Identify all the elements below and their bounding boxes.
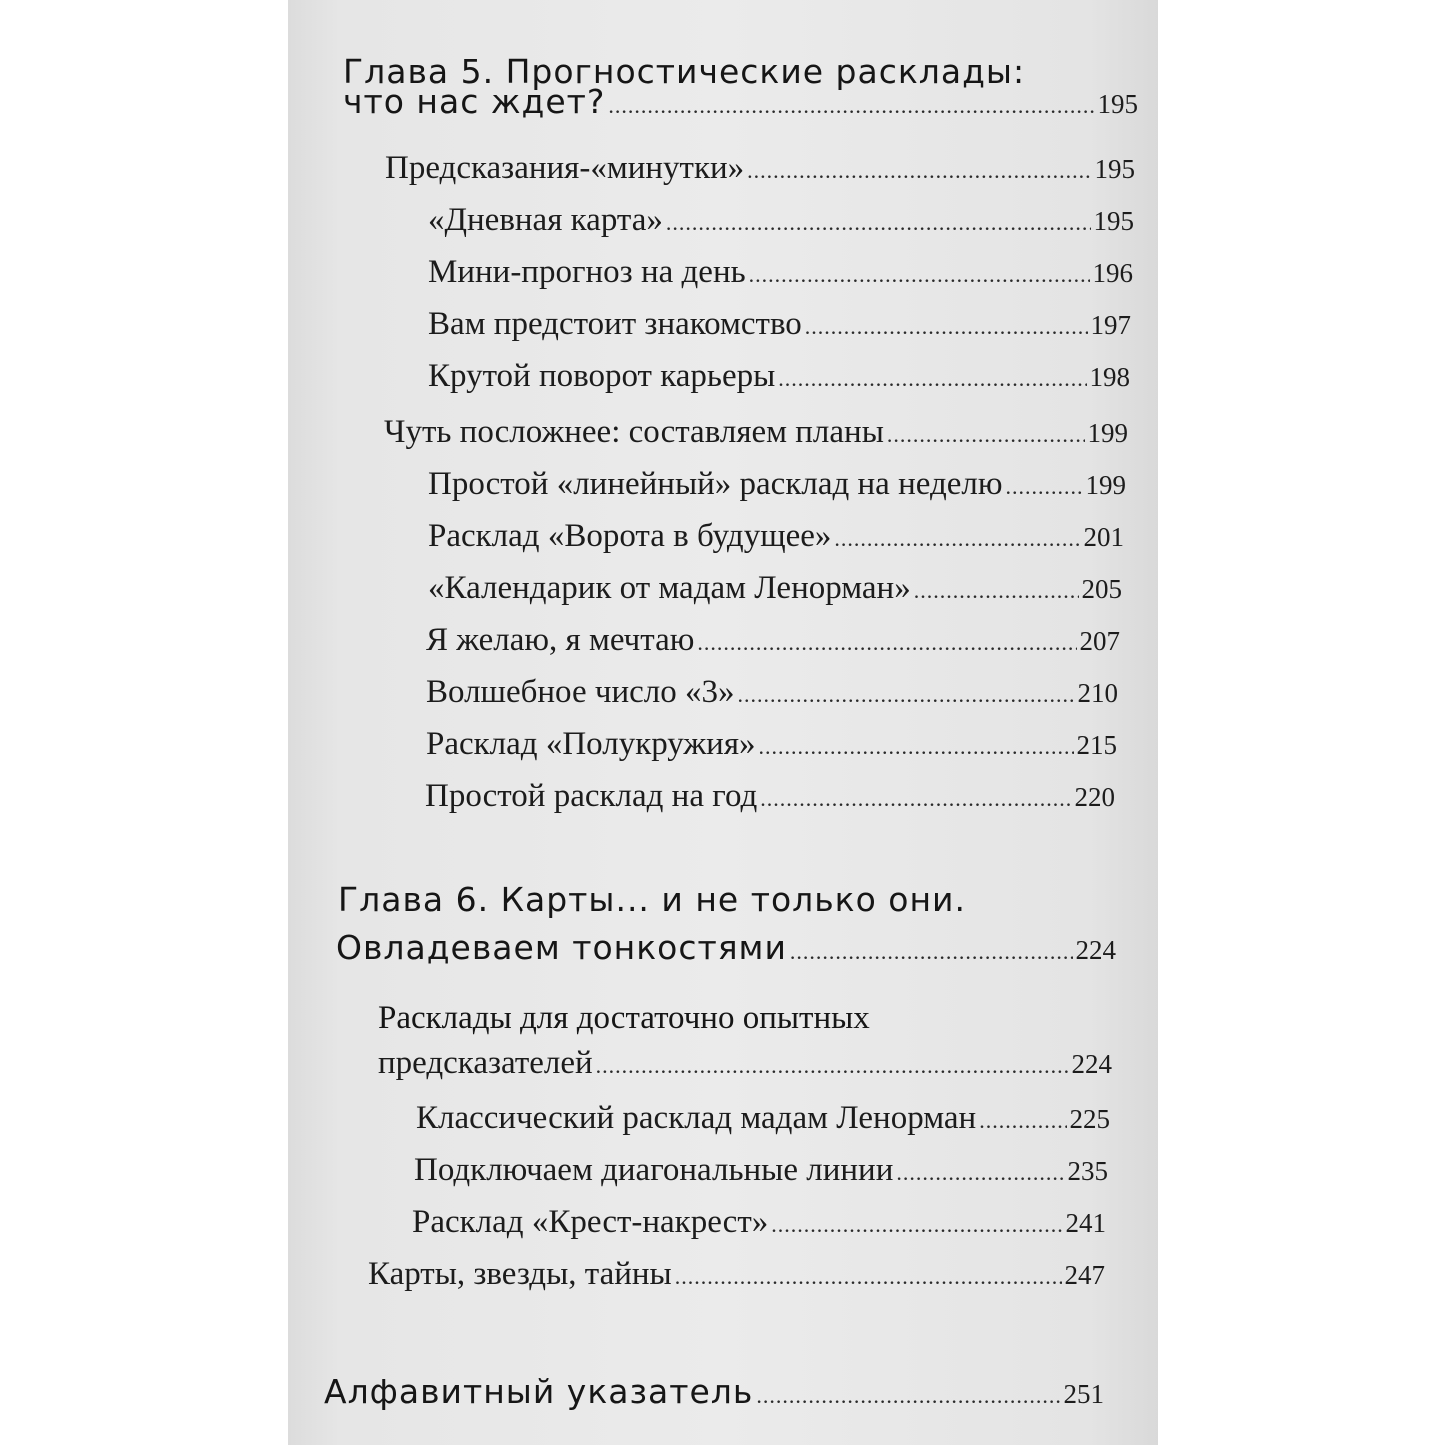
chapter5-heading-line1: Глава 5. Прогностические расклады:	[343, 52, 1026, 91]
dot-leader	[1006, 474, 1083, 500]
dot-leader	[759, 734, 1074, 760]
dot-leader	[697, 630, 1076, 656]
dot-leader	[737, 682, 1074, 708]
entry-title: Простой «линейный» расклад на неделю	[428, 466, 1003, 502]
entry-title: Мини-прогноз на день	[428, 254, 746, 290]
toc-entry	[426, 674, 1118, 711]
dot-leader	[608, 93, 1094, 119]
chapter6-heading-line1: Глава 6. Карты... и не только они.	[338, 880, 966, 919]
entry-title: «Календарик от мадам Ленорман»	[428, 570, 911, 606]
page-number: 201	[1083, 522, 1124, 552]
page-number: 251	[1063, 1379, 1104, 1409]
toc-entry	[378, 1045, 1112, 1082]
chapter5-heading-line2: что нас ждет?	[343, 82, 606, 121]
entry-title: Расклад «Крест-накрест»	[412, 1204, 769, 1240]
page-number: 199	[1087, 418, 1128, 448]
dot-leader	[805, 314, 1088, 340]
dot-leader	[760, 786, 1071, 812]
entry-title: Предсказания-«минутки»	[385, 150, 745, 186]
page-number: 224	[1071, 1049, 1112, 1079]
page-number: 205	[1081, 574, 1122, 604]
page-number: 207	[1079, 626, 1120, 656]
toc-entry	[412, 1204, 1106, 1241]
dot-leader	[666, 210, 1091, 236]
page-number: 195	[1097, 89, 1138, 119]
entry-title: Простой расклад на год	[425, 778, 758, 814]
entry-title-line1: Расклады для достаточно опытных	[378, 1000, 870, 1036]
toc-entry	[428, 518, 1124, 555]
dot-leader	[834, 526, 1080, 552]
dot-leader	[596, 1053, 1069, 1079]
page-number: 199	[1085, 470, 1126, 500]
entry-title: Карты, звезды, тайны	[368, 1256, 672, 1292]
page-number: 235	[1067, 1156, 1108, 1186]
entry-title: Я желаю, я мечтаю	[426, 622, 695, 658]
entry-title: Расклад «Ворота в будущее»	[428, 518, 832, 554]
chapter6-heading-line2: Овладеваем тонкостями	[336, 928, 787, 967]
toc-entry	[428, 466, 1126, 503]
toc-entry	[426, 726, 1117, 763]
dot-leader	[749, 262, 1090, 288]
dot-leader	[778, 366, 1086, 392]
page-number: 247	[1064, 1260, 1105, 1290]
page-number: 196	[1092, 258, 1133, 288]
toc-entry	[428, 254, 1133, 291]
page-number: 215	[1076, 730, 1117, 760]
entry-title: Чуть посложнее: составляем планы	[384, 414, 884, 450]
toc-entry	[416, 1100, 1110, 1137]
toc-row-chapter5	[343, 82, 1138, 121]
dot-leader	[756, 1383, 1060, 1409]
toc-entry	[384, 414, 1128, 451]
page-number: 197	[1090, 310, 1131, 340]
page-number: 241	[1065, 1208, 1106, 1238]
page-number: 195	[1093, 206, 1134, 236]
index-heading: Алфавитный указатель	[324, 1372, 754, 1411]
dot-leader	[887, 422, 1085, 448]
entry-title: Расклад «Полукружия»	[426, 726, 756, 762]
entry-title: Классический расклад мадам Ленорман	[416, 1100, 977, 1136]
page-number: 210	[1077, 678, 1118, 708]
dot-leader	[914, 578, 1079, 604]
toc-entry	[368, 1256, 1105, 1293]
toc-entry	[428, 358, 1130, 395]
page-number: 198	[1089, 362, 1130, 392]
toc-entry	[428, 202, 1134, 239]
toc-entry	[428, 570, 1122, 607]
entry-title: Волшебное число «3»	[426, 674, 735, 710]
toc-entry	[425, 778, 1115, 815]
entry-title: Подключаем диагональные линии	[414, 1152, 894, 1188]
toc-entry	[428, 306, 1131, 343]
page-number: 220	[1074, 782, 1115, 812]
dot-leader	[771, 1212, 1062, 1238]
page-number: 195	[1094, 154, 1135, 184]
page-number: 225	[1069, 1104, 1110, 1134]
entry-title: «Дневная карта»	[428, 202, 663, 238]
toc-row-index	[324, 1372, 1104, 1411]
dot-leader	[675, 1264, 1062, 1290]
toc-entry	[426, 622, 1120, 659]
entry-title: Вам предстоит знакомство	[428, 306, 802, 342]
dot-leader	[747, 158, 1091, 184]
page-number: 224	[1075, 935, 1116, 965]
book-page	[288, 0, 1158, 1445]
toc-entry	[414, 1152, 1108, 1189]
toc-row-chapter6	[336, 928, 1116, 967]
dot-leader	[896, 1160, 1064, 1186]
toc-entry	[385, 150, 1135, 187]
entry-title: Крутой поворот карьеры	[428, 358, 776, 394]
entry-title: предсказателей	[378, 1045, 593, 1081]
dot-leader	[979, 1108, 1066, 1134]
dot-leader	[790, 939, 1073, 965]
